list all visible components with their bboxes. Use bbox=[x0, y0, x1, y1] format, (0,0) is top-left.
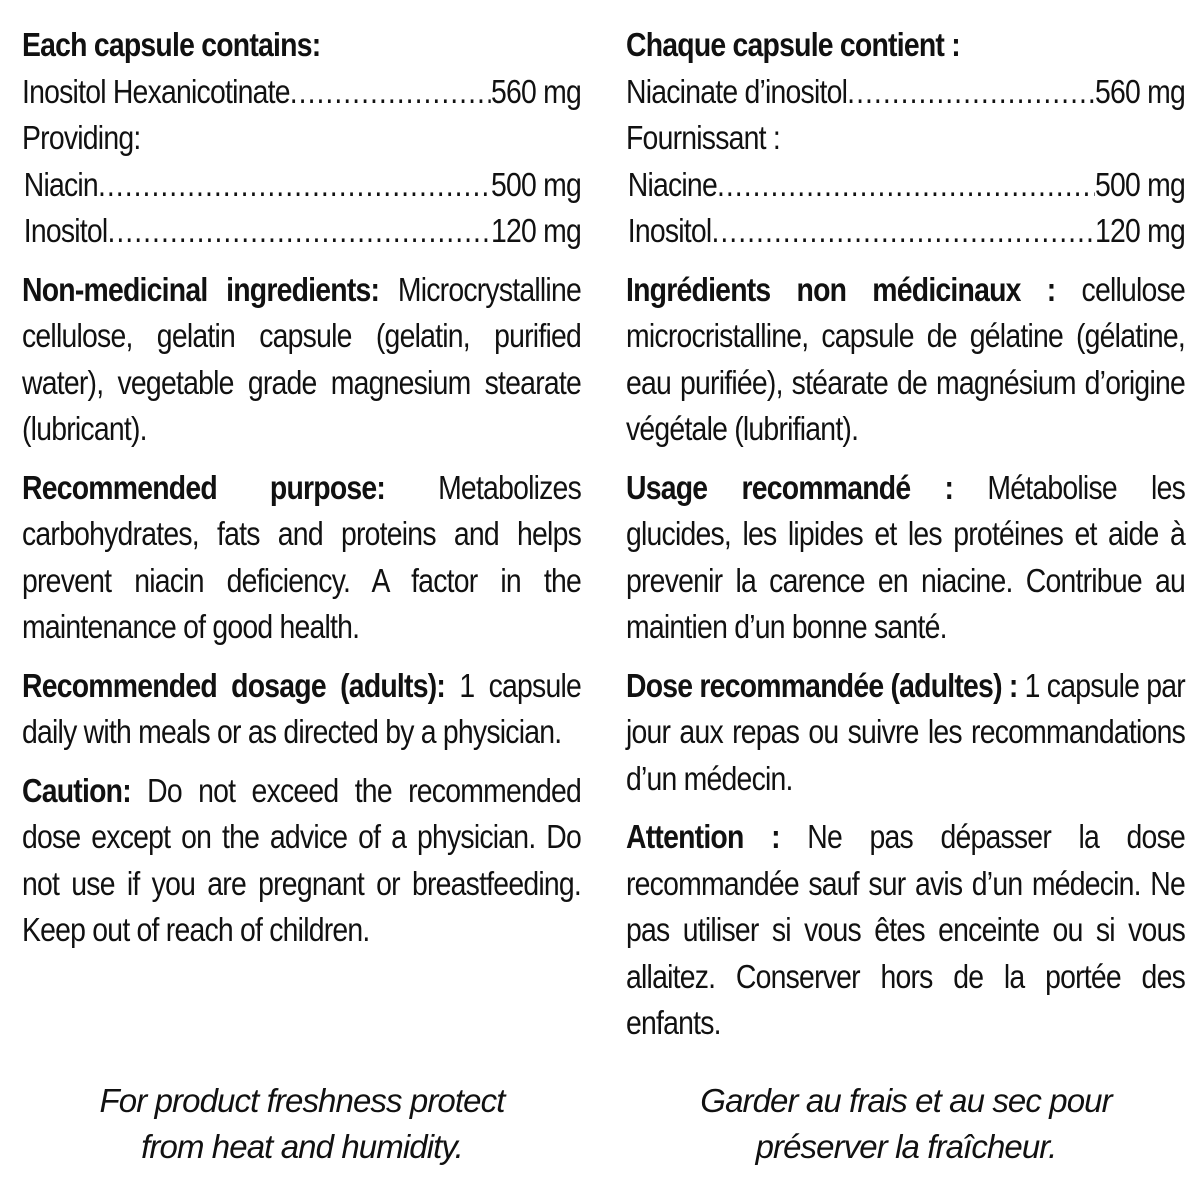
ingredient-qty: 120 mg bbox=[490, 212, 581, 249]
ingredient-name: Niacine bbox=[627, 165, 717, 203]
provided-row-fr bbox=[626, 162, 1185, 209]
section-text: Do not exceed the recommended dose except on the advice of a physician. Do not use if you are pregnant or breastfeeding. Keep out of reach of children. bbox=[22, 771, 581, 948]
ingredient-qty: 120 mg bbox=[1094, 212, 1185, 249]
section-text: Ne pas dépasser la dose recommandée sauf sur avis d’un médecin. Ne pas utiliser si vous êtes enceinte ou si vous allaitez. Conserver hors de la portée des enfants. bbox=[626, 818, 1185, 1041]
english-column bbox=[22, 22, 581, 954]
ingredient-name: Inositol bbox=[627, 212, 712, 249]
main-ingredient-row-en bbox=[22, 69, 581, 116]
french-column bbox=[626, 22, 1185, 1047]
leader-dots bbox=[98, 162, 491, 209]
section-text: Metabolizes carbohydrates, fats and proteins and helps prevent niacin deficiency. A factor in the maintenance of good health. bbox=[22, 468, 581, 645]
contains-heading-en: Each capsule contains: bbox=[22, 26, 321, 63]
section-label: Usage recommandé : bbox=[626, 468, 954, 506]
main-ingredient-row-fr bbox=[626, 69, 1185, 116]
leader-dots bbox=[107, 208, 491, 255]
leader-dots bbox=[717, 162, 1095, 209]
storage-note-line: For product freshness protect bbox=[99, 1082, 505, 1119]
section-text: 1 capsule par jour aux repas ou suivre les recommandations d’un médecin. bbox=[626, 666, 1185, 797]
ingredient-name: Niacinate d’inositol bbox=[626, 72, 848, 110]
ingredient-qty: 560 mg bbox=[1094, 72, 1185, 110]
dosage-section-fr bbox=[626, 663, 1185, 803]
purpose-section-fr bbox=[626, 465, 1185, 651]
provided-row-en bbox=[22, 208, 581, 255]
section-label: Recommended dosage (adults): bbox=[22, 666, 446, 704]
section-text: Métabolise les glucides, les lipides et les protéines et aide à prevenir la carence en niacine. Contribue au maintien d’un bonne santé. bbox=[626, 468, 1186, 645]
ingredient-qty: 500 mg bbox=[490, 165, 581, 203]
purpose-section-en bbox=[22, 465, 581, 651]
leader-dots bbox=[290, 69, 491, 116]
section-label: Attention : bbox=[626, 818, 780, 855]
storage-note-fr bbox=[626, 1078, 1186, 1170]
section-text: Microcrystalline cellulose, gelatin capsule (gelatin, purified water), vegetable grade magnesium stearate (lubricant). bbox=[22, 270, 581, 447]
storage-note-line: Garder au frais et au sec pour bbox=[700, 1082, 1112, 1119]
provided-row-fr bbox=[626, 208, 1185, 255]
leader-dots bbox=[711, 208, 1095, 255]
contains-heading-fr: Chaque capsule contient : bbox=[626, 26, 960, 63]
ingredient-name: Inositol bbox=[23, 212, 108, 249]
section-label: Recommended purpose: bbox=[22, 468, 386, 506]
ingredient-name: Inositol Hexanicotinate bbox=[22, 72, 290, 110]
caution-section-fr bbox=[626, 814, 1185, 1047]
caution-section-en bbox=[22, 768, 581, 954]
section-text: 1 capsule daily with meals or as directed by a physician. bbox=[22, 666, 581, 750]
storage-note-line: préserver la fraîcheur. bbox=[755, 1128, 1057, 1165]
providing-label-fr: Fournissant : bbox=[626, 119, 780, 156]
section-text: cellulose microcristalline, capsule de gélatine (gélatine, eau purifiée), stéarate de magnésium d’origine végétale (lubrifiant). bbox=[626, 270, 1185, 447]
non-medicinal-section-en bbox=[22, 267, 581, 453]
section-label: Non-medicinal ingredients: bbox=[22, 270, 380, 308]
section-label: Dose recommandée (adultes) : bbox=[626, 666, 1018, 704]
provided-row-en bbox=[22, 162, 581, 209]
section-label: Caution: bbox=[22, 771, 131, 809]
ingredient-qty: 560 mg bbox=[490, 72, 581, 110]
ingredient-name: Niacin bbox=[23, 165, 98, 203]
storage-note-line: from heat and humidity. bbox=[141, 1128, 463, 1165]
providing-label-en: Providing: bbox=[22, 119, 141, 156]
leader-dots bbox=[847, 69, 1095, 116]
section-label: Ingrédients non médicinaux : bbox=[626, 270, 1056, 308]
dosage-section-en bbox=[22, 663, 581, 756]
non-medicinal-section-fr bbox=[626, 267, 1185, 453]
ingredient-qty: 500 mg bbox=[1094, 165, 1185, 203]
storage-note-en bbox=[22, 1078, 582, 1170]
